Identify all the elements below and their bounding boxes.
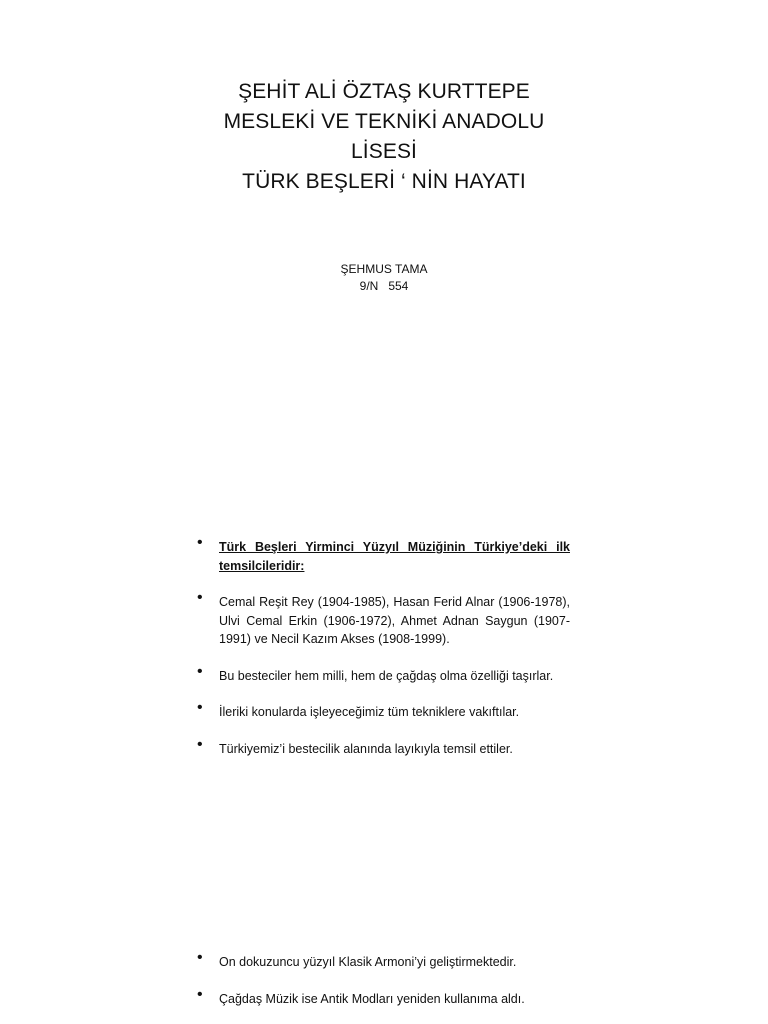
- document-title: [0, 77, 768, 197]
- list-item-text: Çağdaş Müzik ise Antik Modları yeniden kullanıma aldı.: [219, 991, 525, 1006]
- bullet-icon: •: [197, 735, 203, 753]
- author-info: [0, 261, 768, 295]
- title-line-school-2: MESLEKİ VE TEKNİKİ ANADOLU: [223, 110, 545, 133]
- list-item: [197, 662, 570, 686]
- bullet-icon: •: [197, 662, 203, 680]
- bullet-icon: •: [197, 699, 203, 716]
- list-item-text: On dokuzuncu yüzyıl Klasik Armoni’yi geliştirmektedir.: [219, 955, 517, 969]
- list-item: [197, 699, 570, 722]
- list-item-text: İleriki konularda işleyeceğimiz tüm tekniklere vakıftılar.: [219, 705, 520, 719]
- list-item: [197, 949, 570, 972]
- author-name: ŞEHMUS TAMA: [340, 262, 428, 276]
- list-item: [197, 735, 570, 759]
- list-item-text: Cemal Reşit Rey (1904-1985), Hasan Ferid Alnar (1906-1978), Ulvi Cemal Erkin (1906-1972), Ahmet Adnan Saygun (1907-1991) ve Necil Kazım Akses (1908-1999).: [219, 595, 570, 646]
- title-line-topic: TÜRK BEŞLERİ ‘ NİN HAYATI: [242, 170, 526, 193]
- author-class-number: 9/N 554: [359, 279, 409, 293]
- title-line-school-3: LİSESİ: [351, 140, 417, 163]
- bullet-icon: •: [197, 589, 203, 606]
- list-item: [197, 985, 570, 1009]
- list-item-text: Bu besteciler hem milli, hem de çağdaş olma özelliği taşırlar.: [219, 668, 554, 683]
- list-item-heading: Türk Beşleri Yirminci Yüzyıl Müziğinin Türkiye’deki ilk temsilcileridir:: [219, 540, 570, 573]
- list-item: [197, 534, 570, 575]
- intro-bullet-list: [197, 534, 570, 758]
- bullet-icon: •: [197, 949, 203, 966]
- list-item: [197, 589, 570, 649]
- list-item-text: Türkiyemiz’i bestecilik alanında layıkıyla temsil ettiler.: [219, 741, 513, 756]
- title-line-school-1: ŞEHİT ALİ ÖZTAŞ KURTTEPE: [238, 80, 530, 103]
- bullet-icon: •: [197, 985, 203, 1003]
- bullet-icon: •: [197, 534, 203, 551]
- second-bullet-list: [197, 949, 570, 1008]
